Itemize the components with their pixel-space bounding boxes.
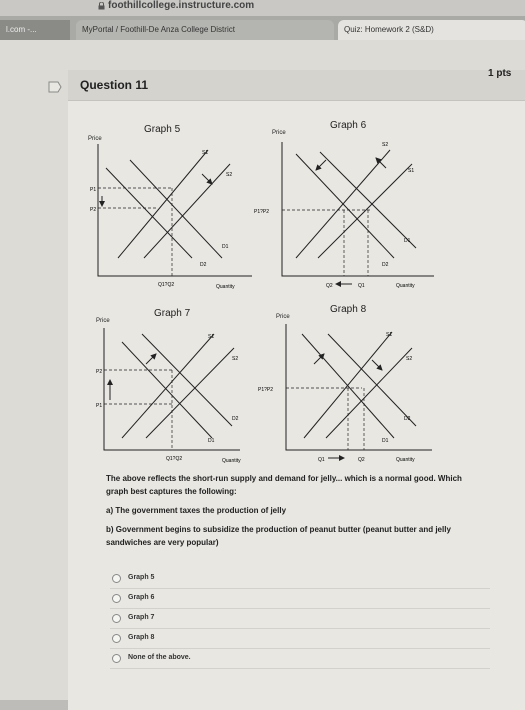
- graph-8-d2-line: [328, 334, 416, 426]
- answer-label: Graph 6: [128, 594, 155, 601]
- answer-label: Graph 8: [128, 634, 155, 641]
- graph-6-d1-label: D1: [404, 238, 411, 244]
- question-part-b: b) Government begins to subsidize the production of peanut butter (peanut butter and jelly sandwiches are very popular): [106, 525, 451, 547]
- question-points: 1 pts: [488, 68, 512, 79]
- graph-5-axes: [98, 144, 252, 276]
- graph-8-s1-label: S1: [386, 332, 393, 338]
- graph-6-x-label: Quantity: [396, 283, 415, 289]
- graph-5-price-label-2: P2: [90, 207, 97, 213]
- question-part-a: a) The government taxes the production of jelly: [106, 506, 287, 515]
- graph-5-title: Graph 5: [144, 124, 181, 135]
- graph-8-price-label: P1?P2: [258, 387, 274, 393]
- graph-7-qty-label: Q1?Q2: [166, 456, 183, 462]
- tab-quiz[interactable]: Quiz: Homework 2 (S&D): [338, 20, 525, 40]
- graph-6-s1-line: [296, 150, 390, 258]
- answer-option-graph-5[interactable]: [110, 572, 490, 589]
- graph-5-s1-line: [118, 150, 208, 258]
- graph-6-d2-line: [320, 152, 416, 248]
- graph-6-axes: [282, 142, 434, 276]
- graph-6-s1-label: S1: [408, 168, 415, 174]
- graph-5-y-label: Price: [88, 136, 102, 142]
- radio-button[interactable]: [112, 654, 121, 663]
- graph-5-d1-line: [130, 160, 222, 258]
- graph-5-x-label: Quantity: [216, 284, 235, 290]
- graph-7: [96, 308, 241, 464]
- graph-8-s2-line: [326, 348, 412, 438]
- answer-option-graph-6[interactable]: [110, 592, 490, 609]
- question-prompt: The above reflects the short-run supply and demand for jelly... which is a normal good. Which graph best captures the following:: [106, 474, 462, 496]
- graph-7-s1-label: S1: [208, 334, 215, 340]
- graph-8-d2-label: D2: [404, 416, 411, 422]
- radio-button[interactable]: [112, 574, 121, 583]
- question-title: Question 11: [80, 78, 149, 92]
- graph-7-s2-label: S2: [232, 356, 239, 362]
- answer-label: Graph 5: [128, 574, 155, 581]
- graph-7-d2-label: D2: [232, 416, 239, 422]
- graph-8-x-label: Quantity: [396, 457, 415, 463]
- graph-7-title: Graph 7: [154, 308, 191, 319]
- graph-5-qty-label: Q1?Q2: [158, 282, 175, 288]
- graph-6-s2-label: S2: [382, 142, 389, 148]
- graph-8-s2-label: S2: [406, 356, 413, 362]
- question-text: [106, 472, 486, 555]
- graph-5-price-label: P1: [90, 187, 97, 193]
- graph-5-s1-label: S1: [202, 150, 209, 156]
- lock-icon: [98, 2, 105, 10]
- graph-7-d1-label: D1: [208, 438, 215, 444]
- graph-6-qty-label: Q2: [326, 283, 333, 289]
- graph-7-price-label: P1: [96, 403, 103, 409]
- graph-6-y-label: Price: [272, 130, 286, 136]
- graph-5: [88, 124, 252, 290]
- graph-8-s1-line: [304, 332, 392, 438]
- graph-6: [254, 120, 434, 289]
- graph-8-title: Graph 8: [330, 304, 367, 315]
- graph-8: [258, 304, 432, 463]
- answer-label: None of the above.: [128, 654, 191, 661]
- graph-6-qty-label-2: Q1: [358, 283, 365, 289]
- tab-previous[interactable]: l.com -...: [0, 20, 70, 40]
- answer-option-graph-8[interactable]: [110, 632, 490, 649]
- graph-6-price-label: P1?P2: [254, 209, 270, 215]
- graph-5-d1-label: D1: [222, 244, 229, 250]
- radio-button[interactable]: [112, 634, 121, 643]
- graph-8-qty-label: Q1: [318, 457, 325, 463]
- graph-7-d1-line: [122, 342, 212, 438]
- tab-myportal[interactable]: MyPortal / Foothill-De Anza College District: [76, 20, 334, 40]
- answer-option-graph-7[interactable]: [110, 612, 490, 629]
- graph-5-s2-label: S2: [226, 172, 233, 178]
- graph-6-title: Graph 6: [330, 120, 367, 131]
- flag-question-icon[interactable]: [48, 80, 62, 94]
- url-text: foothillcollege.instructure.com: [108, 0, 255, 11]
- graph-8-d1-line: [302, 334, 394, 438]
- graph-8-axes: [286, 324, 432, 450]
- graph-5-d2-label: D2: [200, 262, 207, 268]
- graph-7-y-label: Price: [96, 318, 110, 324]
- address-bar[interactable]: [0, 0, 525, 16]
- graph-7-price-label-2: P2: [96, 369, 103, 375]
- graphs-figure: [82, 108, 442, 468]
- graph-6-d1-line: [296, 154, 394, 258]
- answer-label: Graph 7: [128, 614, 155, 621]
- answer-option-none[interactable]: [110, 652, 490, 669]
- radio-button[interactable]: [112, 614, 121, 623]
- radio-button[interactable]: [112, 594, 121, 603]
- graph-7-x-label: Quantity: [222, 458, 241, 464]
- graph-8-y-label: Price: [276, 314, 290, 320]
- graph-6-d2-label: D2: [382, 262, 389, 268]
- graph-7-d2-line: [142, 334, 232, 426]
- graph-8-d1-label: D1: [382, 438, 389, 444]
- graph-8-qty-label-2: Q2: [358, 457, 365, 463]
- graph-7-s1-line: [122, 334, 214, 438]
